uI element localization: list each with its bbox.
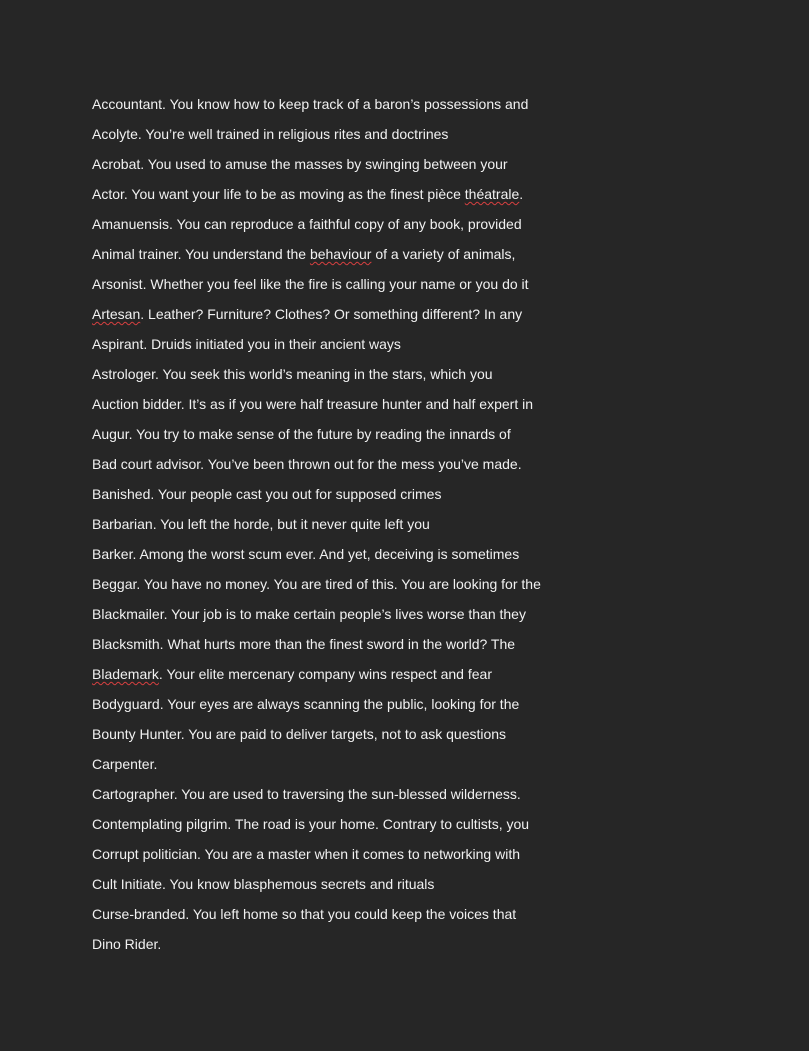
paragraph[interactable] [92,899,552,929]
text-run: Cartographer. You are used to traversing the sun-blessed wilderness. [92,786,521,802]
text-run: Acolyte. You’re well trained in religious rites and doctrines [92,126,449,142]
text-run: Beggar. You have no money. You are tired of this. You are looking for the [92,576,541,592]
paragraph[interactable] [92,689,552,719]
paragraph[interactable] [92,449,552,479]
paragraph[interactable] [92,389,552,419]
text-run: Actor. You want your life to be as moving as the finest pièce [92,186,465,202]
text-run: Curse-branded. You left home so that you could keep the voices that [92,906,517,922]
text-run: . Your elite mercenary company wins respect and fear [158,666,492,682]
paragraph[interactable] [92,719,552,749]
text-run: of a variety of animals, [371,246,516,262]
text-run: Augur. You try to make sense of the future by reading the innards of [92,426,511,442]
misspelled-word: Artesan [92,306,141,322]
text-run: Auction bidder. It’s as if you were half treasure hunter and half expert in [92,396,533,412]
misspelled-word: théatrale [464,186,520,202]
document-body[interactable] [92,89,552,959]
text-run: . [519,186,524,202]
text-run: Barbarian. You left the horde, but it never quite left you [92,516,430,532]
text-run: Arsonist. Whether you feel like the fire is calling your name or you do it [92,276,529,292]
text-run: Astrologer. You seek this world’s meaning in the stars, which you [92,366,493,382]
paragraph[interactable] [92,329,552,359]
paragraph[interactable] [92,869,552,899]
misspelled-word: Blademark [92,666,159,682]
text-run: Bodyguard. Your eyes are always scanning the public, looking for the [92,696,520,712]
paragraph[interactable] [92,569,552,599]
paragraph[interactable] [92,749,552,779]
text-run: Animal trainer. You understand the [92,246,310,262]
misspelled-word: behaviour [309,246,372,262]
paragraph[interactable] [92,239,552,269]
text-run: Barker. Among the worst scum ever. And yet, deceiving is sometimes [92,546,520,562]
paragraph[interactable] [92,599,552,629]
paragraph[interactable] [92,89,552,119]
paragraph[interactable] [92,419,552,449]
paragraph[interactable] [92,149,552,179]
text-run: Dino Rider. [92,936,162,952]
text-run: . Leather? Furniture? Clothes? Or something different? In any [140,306,523,322]
paragraph[interactable] [92,809,552,839]
paragraph[interactable] [92,209,552,239]
text-run: Blacksmith. What hurts more than the finest sword in the world? The [92,636,516,652]
text-run: Bounty Hunter. You are paid to deliver targets, not to ask questions [92,726,507,742]
text-run: Aspirant. Druids initiated you in their ancient ways [92,336,401,352]
paragraph[interactable] [92,929,552,959]
text-run: Accountant. You know how to keep track of a baron’s possessions and [92,96,529,112]
text-run: Bad court advisor. You’ve been thrown out for the mess you’ve made. [92,456,522,472]
paragraph[interactable] [92,839,552,869]
text-run: Corrupt politician. You are a master when it comes to networking with [92,846,520,862]
paragraph[interactable] [92,779,552,809]
paragraph[interactable] [92,659,552,689]
text-run: Carpenter. [92,756,158,772]
paragraph[interactable] [92,179,552,209]
paragraph[interactable] [92,479,552,509]
text-run: Cult Initiate. You know blasphemous secrets and rituals [92,876,435,892]
text-run: Amanuensis. You can reproduce a faithful copy of any book, provided [92,216,522,232]
text-run: Blackmailer. Your job is to make certain people’s lives worse than they [92,606,526,622]
paragraph[interactable] [92,359,552,389]
paragraph[interactable] [92,509,552,539]
paragraph[interactable] [92,629,552,659]
paragraph[interactable] [92,119,552,149]
paragraph[interactable] [92,539,552,569]
text-run: Acrobat. You used to amuse the masses by swinging between your [92,156,508,172]
paragraph[interactable] [92,299,552,329]
text-run: Banished. Your people cast you out for supposed crimes [92,486,442,502]
text-run: Contemplating pilgrim. The road is your home. Contrary to cultists, you [92,816,530,832]
paragraph[interactable] [92,269,552,299]
